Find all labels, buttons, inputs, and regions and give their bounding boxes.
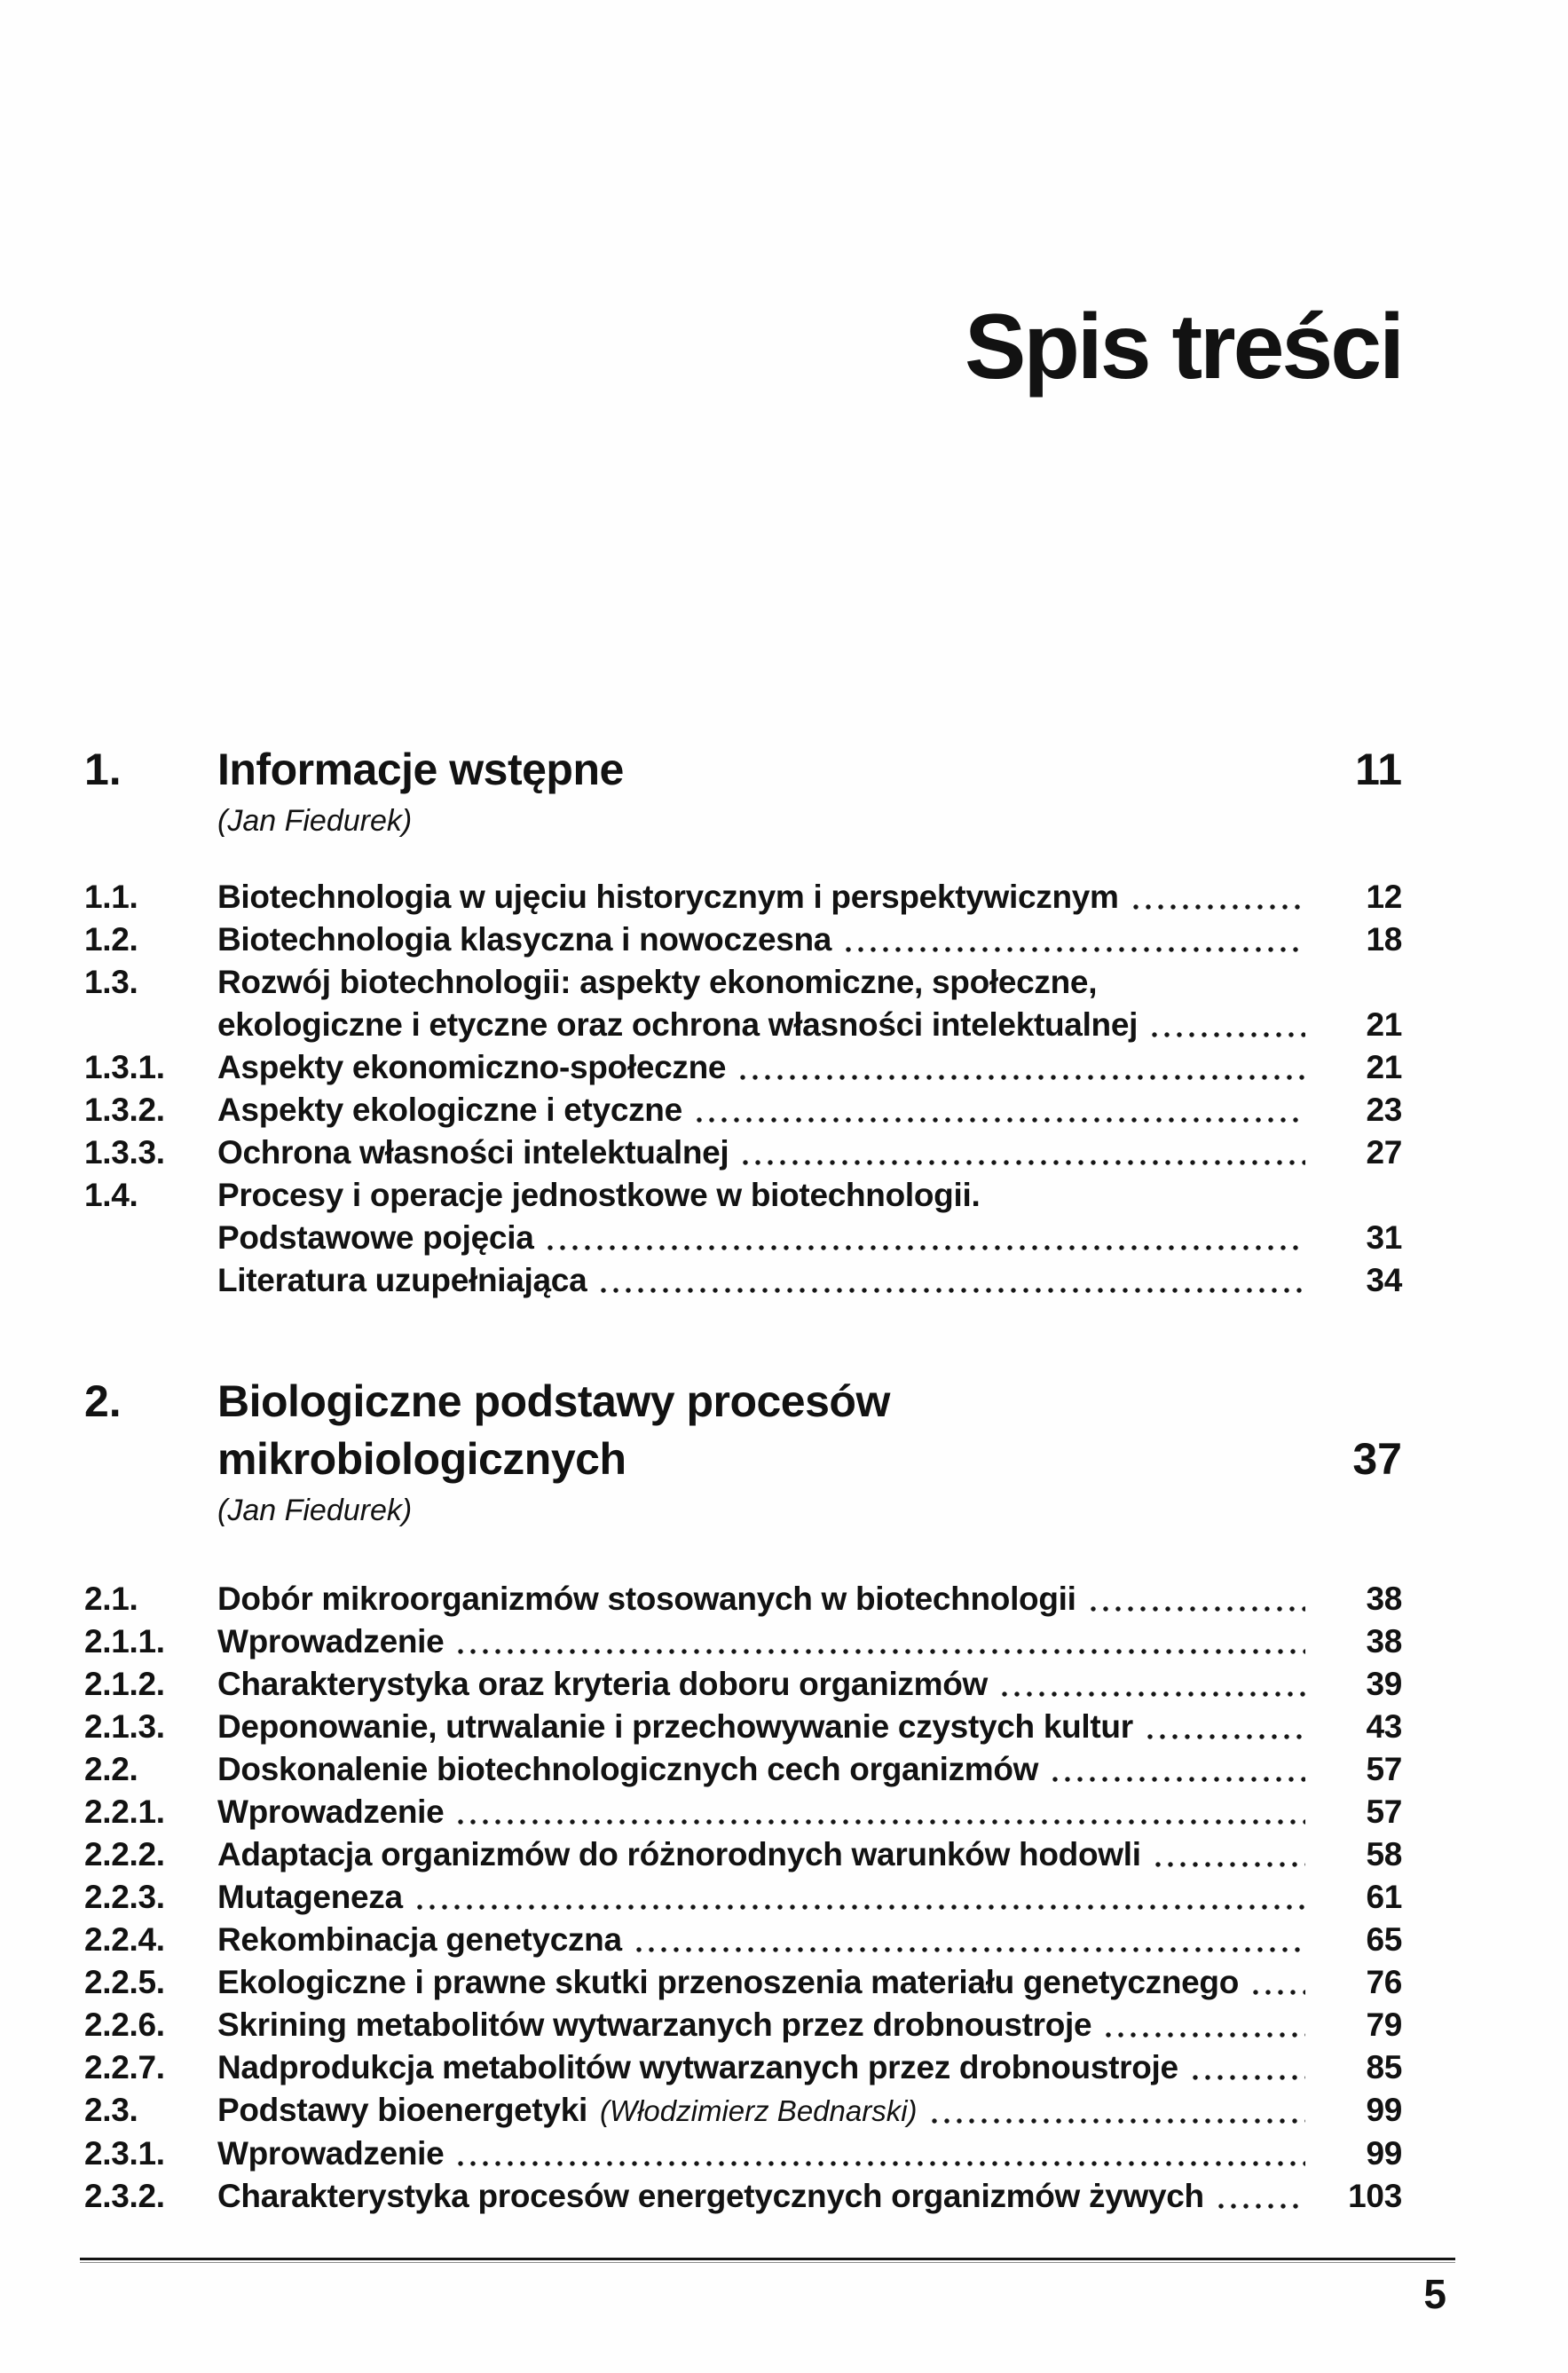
toc-row-1-3-1 — [84, 1046, 1402, 1089]
entry-title: Wprowadzenie — [217, 1794, 445, 1831]
entry-title: ekologiczne i etyczne oraz ochrona własności intelektualnej — [217, 1006, 1139, 1044]
entry-title: Skrining metabolitów wytwarzanych przez drobnoustroje — [217, 2006, 1092, 2044]
entry-number: 2.2.1. — [84, 1794, 165, 1831]
toc-row-2-2 — [84, 1748, 1402, 1791]
dot-leader — [1249, 1989, 1305, 1996]
entry-page: 43 — [1366, 1708, 1402, 1746]
entry-title: Podstawy bioenergetyki — [217, 2092, 587, 2129]
entry-page: 57 — [1366, 1751, 1402, 1788]
section-number: 1. — [84, 745, 122, 795]
entry-title: Charakterystyka oraz kryteria doboru organizmów — [217, 1666, 989, 1703]
toc-row-2-3 — [84, 2089, 1402, 2133]
entry-number: 1.3.3. — [84, 1134, 165, 1171]
dot-leader — [633, 1946, 1305, 1953]
entry-page: 31 — [1366, 1219, 1402, 1257]
dot-leader — [1148, 1031, 1305, 1038]
entry-number: 2.1.1. — [84, 1623, 165, 1660]
entry-title: Dobór mikroorganizmów stosowanych w biotechnologii — [217, 1581, 1076, 1618]
entry-number: 1.1. — [84, 879, 138, 916]
entry-title: Podstawowe pojęcia — [217, 1219, 534, 1257]
toc-row-1-3-3 — [84, 1131, 1402, 1174]
entry-number: 2.3. — [84, 2092, 138, 2129]
entry-title: Mutageneza — [217, 1879, 403, 1916]
dot-leader — [454, 2160, 1305, 2167]
dot-leader — [737, 1074, 1305, 1081]
toc-row-2-2-2 — [84, 1833, 1402, 1876]
entry-number: 2.2.4. — [84, 1921, 165, 1959]
entry-title: Doskonalenie biotechnologicznych cech organizmów — [217, 1751, 1039, 1788]
section-number: 2. — [84, 1376, 122, 1427]
entry-title: Ekologiczne i prawne skutki przenoszenia materiału genetycznego — [217, 1964, 1240, 2001]
section-2-heading — [84, 1373, 1402, 1488]
toc-row-1-3-line2 — [84, 1004, 1402, 1046]
entry-title: Rozwój biotechnologii: aspekty ekonomiczne, społeczne, — [217, 964, 1098, 1001]
entry-number: 2.3.2. — [84, 2178, 165, 2215]
page-number: 5 — [1423, 2271, 1446, 2318]
dot-leader — [454, 1648, 1305, 1655]
section-2 — [84, 1373, 1402, 2218]
dot-leader — [1144, 1733, 1305, 1740]
entry-title: Procesy i operacje jednostkowe w biotechnologii. — [217, 1177, 981, 1214]
section-page-number: 11 — [1355, 745, 1402, 795]
entry-page: 39 — [1366, 1666, 1402, 1703]
toc-row-2-2-5 — [84, 1961, 1402, 2004]
entry-number: 2.1.2. — [84, 1666, 165, 1703]
dot-leader — [414, 1904, 1305, 1911]
entry-title: Ochrona własności intelektualnej — [217, 1134, 729, 1171]
toc-row-1-3-2 — [84, 1089, 1402, 1131]
section-page-number: 37 — [1352, 1434, 1402, 1485]
entry-number: 2.2. — [84, 1751, 138, 1788]
toc-row-1-4-line1 — [84, 1174, 1402, 1217]
entry-page: 38 — [1366, 1623, 1402, 1660]
toc-row-1-4-line2 — [84, 1217, 1402, 1259]
section-author: (Jan Fiedurek) — [217, 804, 413, 839]
entry-page: 23 — [1366, 1092, 1402, 1129]
footer-rule — [80, 2258, 1455, 2263]
entry-number: 2.2.2. — [84, 1836, 165, 1873]
dot-leader — [1215, 2203, 1305, 2210]
section-title-line1: Biologiczne podstawy procesów — [217, 1376, 890, 1427]
entry-page: 99 — [1366, 2135, 1402, 2172]
dot-leader — [1087, 1605, 1305, 1612]
toc-row-literatura — [84, 1259, 1402, 1302]
entry-title: Biotechnologia klasyczna i nowoczesna — [217, 921, 832, 958]
entry-number: 2.1. — [84, 1581, 138, 1618]
entry-title: Nadprodukcja metabolitów wytwarzanych przez drobnoustroje — [217, 2049, 1178, 2086]
entry-page: 57 — [1366, 1794, 1402, 1831]
toc-row-2-2-3 — [84, 1876, 1402, 1919]
entry-page: 21 — [1366, 1006, 1402, 1044]
toc-row-1-2 — [84, 918, 1402, 961]
entry-title: Literatura uzupełniająca — [217, 1262, 587, 1299]
toc-row-2-2-4 — [84, 1919, 1402, 1961]
dot-leader — [1130, 903, 1305, 911]
entry-title: Deponowanie, utrwalanie i przechowywanie czystych kultur — [217, 1708, 1133, 1746]
section-title-line2: mikrobiologicznych — [217, 1434, 626, 1485]
entry-number: 2.1.3. — [84, 1708, 165, 1746]
entry-number: 1.3.2. — [84, 1092, 165, 1129]
entry-title: Wprowadzenie — [217, 1623, 445, 1660]
entry-title: Adaptacja organizmów do różnorodnych warunków hodowli — [217, 1836, 1141, 1873]
entry-page: 12 — [1366, 879, 1402, 916]
entry-page: 38 — [1366, 1581, 1402, 1618]
entry-author-note: (Włodzimierz Bednarski) — [599, 2094, 918, 2128]
toc-row-2-1-1 — [84, 1620, 1402, 1663]
section-1-entries — [84, 876, 1402, 1302]
dot-leader — [998, 1691, 1305, 1698]
dot-leader — [454, 1818, 1305, 1825]
toc-row-2-1 — [84, 1578, 1402, 1620]
toc-row-2-2-6 — [84, 2004, 1402, 2046]
section-title-line1: Informacje wstępne — [217, 745, 624, 795]
entry-page: 27 — [1366, 1134, 1402, 1171]
toc-row-1-1 — [84, 876, 1402, 918]
dot-leader — [1049, 1776, 1305, 1783]
toc-row-1-3-line1 — [84, 961, 1402, 1004]
entry-page: 65 — [1366, 1921, 1402, 1959]
entry-number: 1.3. — [84, 964, 138, 1001]
dot-leader — [1189, 2074, 1305, 2081]
entry-number: 1.2. — [84, 921, 138, 958]
section-2-entries — [84, 1578, 1402, 2218]
dot-leader — [842, 946, 1305, 953]
entry-page: 61 — [1366, 1879, 1402, 1916]
toc-row-2-2-7 — [84, 2046, 1402, 2089]
entry-title: Rekombinacja genetyczna — [217, 1921, 622, 1959]
dot-leader — [1102, 2031, 1305, 2038]
entry-page: 85 — [1366, 2049, 1402, 2086]
entry-number: 2.2.6. — [84, 2006, 165, 2044]
dot-leader — [544, 1244, 1305, 1251]
entry-title: Charakterystyka procesów energetycznych organizmów żywych — [217, 2178, 1204, 2215]
toc-row-2-3-2 — [84, 2175, 1402, 2218]
entry-title: Wprowadzenie — [217, 2135, 445, 2172]
entry-page: 99 — [1366, 2092, 1402, 2129]
entry-page: 58 — [1366, 1836, 1402, 1873]
section-title — [217, 741, 1318, 799]
entry-page: 103 — [1348, 2178, 1402, 2215]
entry-page: 34 — [1366, 1262, 1402, 1299]
entry-number: 1.3.1. — [84, 1049, 165, 1086]
entry-page: 79 — [1366, 2006, 1402, 2044]
dot-leader — [1152, 1861, 1305, 1868]
section-1 — [84, 741, 1402, 1302]
toc-row-2-1-2 — [84, 1663, 1402, 1706]
page-title: Spis treści — [964, 295, 1402, 398]
dot-leader — [693, 1116, 1305, 1123]
entry-page: 21 — [1366, 1049, 1402, 1086]
dot-leader — [739, 1159, 1305, 1166]
entry-number: 2.2.5. — [84, 1964, 165, 2001]
entry-page: 18 — [1366, 921, 1402, 958]
dot-leader — [928, 2117, 1305, 2125]
toc-row-2-3-1 — [84, 2133, 1402, 2175]
entry-page: 76 — [1366, 1964, 1402, 2001]
entry-number: 2.2.3. — [84, 1879, 165, 1916]
entry-title: Aspekty ekonomiczno-społeczne — [217, 1049, 727, 1086]
section-title — [217, 1373, 1318, 1488]
section-author: (Jan Fiedurek) — [217, 1494, 413, 1528]
entry-number: 2.2.7. — [84, 2049, 165, 2086]
entry-title: Biotechnologia w ujęciu historycznym i perspektywicznym — [217, 879, 1119, 916]
entry-title: Aspekty ekologiczne i etyczne — [217, 1092, 682, 1129]
entry-number: 1.4. — [84, 1177, 138, 1214]
toc-row-2-2-1 — [84, 1791, 1402, 1833]
toc-row-2-1-3 — [84, 1706, 1402, 1748]
section-1-heading — [84, 741, 1402, 799]
entry-number: 2.3.1. — [84, 2135, 165, 2172]
dot-leader — [597, 1287, 1305, 1294]
